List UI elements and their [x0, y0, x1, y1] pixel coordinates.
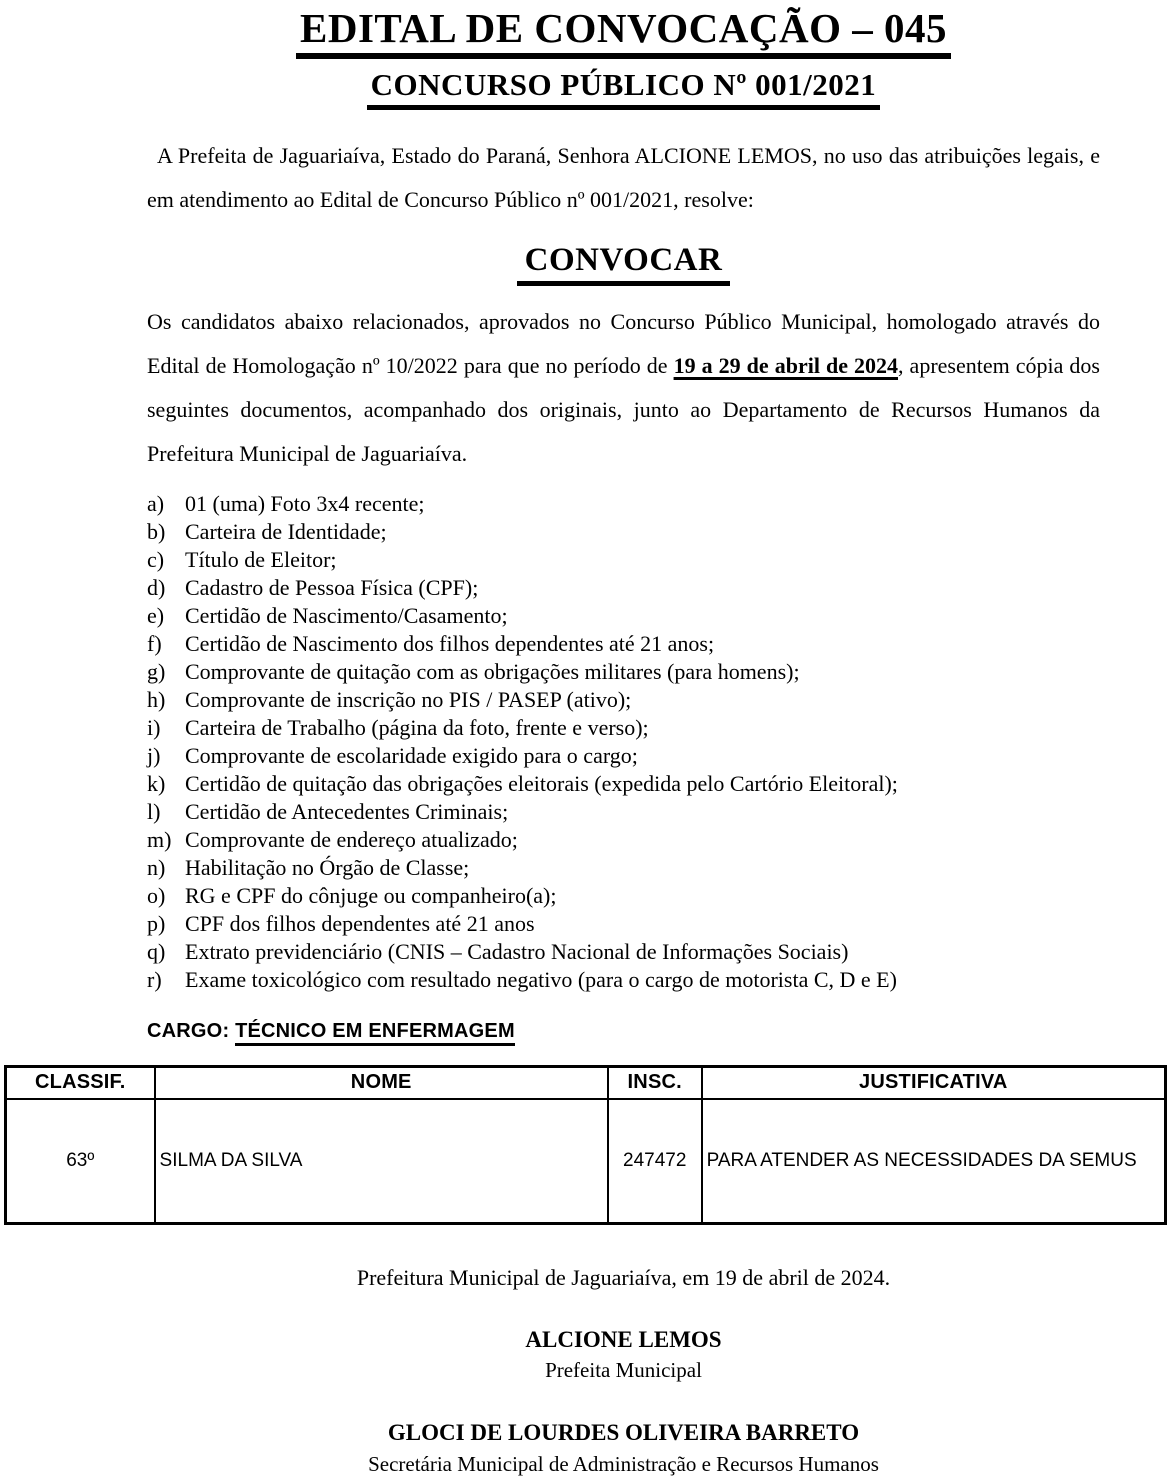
- list-item-text: Comprovante de escolaridade exigido para o cargo;: [185, 742, 638, 768]
- cell-nome: SILMA DA SILVA: [155, 1099, 608, 1224]
- list-item-letter: j): [147, 742, 161, 768]
- list-item-letter: b): [147, 518, 166, 544]
- list-item-text: Comprovante de inscrição no PIS / PASEP (ativo);: [185, 686, 632, 712]
- list-item: [147, 518, 1100, 546]
- list-item-letter: r): [147, 966, 162, 992]
- required-documents-list: [147, 490, 1100, 994]
- document-title-text: EDITAL DE CONVOCAÇÃO – 045: [296, 6, 951, 59]
- list-item: [147, 882, 1100, 910]
- candidates-table-body: [6, 1099, 1166, 1224]
- list-item: [147, 574, 1100, 602]
- list-item-letter: h): [147, 686, 166, 712]
- signature-block-secretaria: [147, 1420, 1100, 1476]
- list-item-letter: p): [147, 910, 166, 936]
- signature-name: GLOCI DE LOURDES OLIVEIRA BARRETO: [387, 1420, 860, 1446]
- document-subtitle: [147, 68, 1100, 110]
- list-item: [147, 798, 1100, 826]
- list-item-letter: i): [147, 714, 161, 740]
- convocar-heading: [147, 242, 1100, 285]
- document-title: [147, 6, 1100, 59]
- column-header-nome: NOME: [155, 1066, 608, 1099]
- list-item-text: Certidão de Antecedentes Criminais;: [185, 798, 509, 824]
- list-item: [147, 490, 1100, 518]
- cargo-value: TÉCNICO EM ENFERMAGEM: [235, 1020, 515, 1046]
- list-item-text: Certidão de Nascimento/Casamento;: [185, 602, 508, 628]
- list-item: [147, 630, 1100, 658]
- list-item: [147, 602, 1100, 630]
- list-item: [147, 826, 1100, 854]
- cell-insc: 247472: [608, 1099, 702, 1224]
- list-item-letter: q): [147, 938, 166, 964]
- signature-name: ALCIONE LEMOS: [525, 1326, 722, 1352]
- list-item-text: CPF dos filhos dependentes até 21 anos: [185, 910, 535, 936]
- list-item-letter: f): [147, 630, 162, 656]
- list-item-text: Habilitação no Órgão de Classe;: [185, 854, 470, 880]
- list-item-text: Extrato previdenciário (CNIS – Cadastro Nacional de Informações Sociais): [185, 938, 849, 964]
- cell-justificativa: PARA ATENDER AS NECESSIDADES DA SEMUS: [702, 1099, 1166, 1224]
- list-item-text: Certidão de Nascimento dos filhos dependentes até 21 anos;: [185, 630, 715, 656]
- body-paragraph: [147, 300, 1100, 476]
- signature-role: Prefeita Municipal: [545, 1358, 702, 1383]
- cell-classif: 63º: [6, 1099, 155, 1224]
- list-item-letter: k): [147, 770, 166, 796]
- closing-line: Prefeitura Municipal de Jaguariaíva, em 19 de abril de 2024.: [356, 1264, 891, 1290]
- list-item-text: Título de Eleitor;: [185, 546, 337, 572]
- date-range-highlight: 19 a 29 de abril de 2024: [673, 352, 899, 378]
- list-item-text: Cadastro de Pessoa Física (CPF);: [185, 574, 479, 600]
- signature-role: Secretária Municipal de Administração e Recursos Humanos: [368, 1451, 879, 1476]
- cargo-label: CARGO:: [147, 1019, 236, 1042]
- table-header-row: [6, 1066, 1166, 1099]
- list-item: [147, 938, 1100, 966]
- list-item-text: Comprovante de endereço atualizado;: [185, 826, 518, 852]
- list-item: [147, 770, 1100, 798]
- list-item-letter: o): [147, 882, 166, 908]
- list-item-letter: a): [147, 490, 165, 516]
- list-item: [147, 742, 1100, 770]
- list-item: [147, 686, 1100, 714]
- table-row: [6, 1099, 1166, 1224]
- candidates-table-header: [6, 1066, 1166, 1099]
- list-item-letter: d): [147, 574, 166, 600]
- list-item-text: Comprovante de quitação com as obrigações militares (para homens);: [185, 658, 800, 684]
- candidates-table: [4, 1065, 1167, 1225]
- list-item-text: Carteira de Identidade;: [185, 518, 387, 544]
- intro-paragraph: A Prefeita de Jaguariaíva, Estado do Paraná, Senhora ALCIONE LEMOS, no uso das atribuições legais, e em atendimento ao Edital de Concurso Público nº 001/2021, resolve:: [147, 143, 1100, 213]
- list-item-letter: c): [147, 546, 165, 572]
- list-item: [147, 546, 1100, 574]
- list-item: [147, 658, 1100, 686]
- convocar-heading-text: CONVOCAR: [517, 242, 731, 285]
- list-item-letter: e): [147, 602, 165, 628]
- list-item-text: Carteira de Trabalho (página da foto, frente e verso);: [185, 714, 649, 740]
- list-item-text: Certidão de quitação das obrigações eleitorais (expedida pelo Cartório Eleitoral);: [185, 770, 898, 796]
- column-header-classif: CLASSIF.: [6, 1066, 155, 1099]
- list-item-letter: m): [147, 826, 172, 852]
- list-item-text: Exame toxicológico com resultado negativo (para o cargo de motorista C, D e E): [185, 966, 897, 992]
- list-item: [147, 966, 1100, 994]
- body-text-before: Os candidatos abaixo relacionados, aprovados no Concurso Público Municipal, homologado através do Edital de Homologação nº 10/2022 para que no período de: [147, 308, 1100, 378]
- cargo-line: [147, 1020, 1100, 1043]
- list-item: [147, 910, 1100, 938]
- document-page: [0, 5, 1171, 1476]
- column-header-insc: INSC.: [608, 1066, 702, 1099]
- list-item-letter: l): [147, 798, 161, 824]
- list-item: [147, 854, 1100, 882]
- list-item-text: 01 (uma) Foto 3x4 recente;: [185, 490, 425, 516]
- document-subtitle-text: CONCURSO PÚBLICO Nº 001/2021: [367, 68, 881, 110]
- signature-block-prefeita: [147, 1327, 1100, 1383]
- list-item-letter: g): [147, 658, 166, 684]
- body-text-after: , apresentem cópia dos seguintes documentos, acompanhado dos originais, junto ao Departamento de Recursos Humanos da Prefeitura Municipal de Jaguariaíva.: [147, 352, 1100, 466]
- column-header-justificativa: JUSTIFICATIVA: [702, 1066, 1166, 1099]
- list-item: [147, 714, 1100, 742]
- list-item-text: RG e CPF do cônjuge ou companheiro(a);: [185, 882, 557, 908]
- list-item-letter: n): [147, 854, 166, 880]
